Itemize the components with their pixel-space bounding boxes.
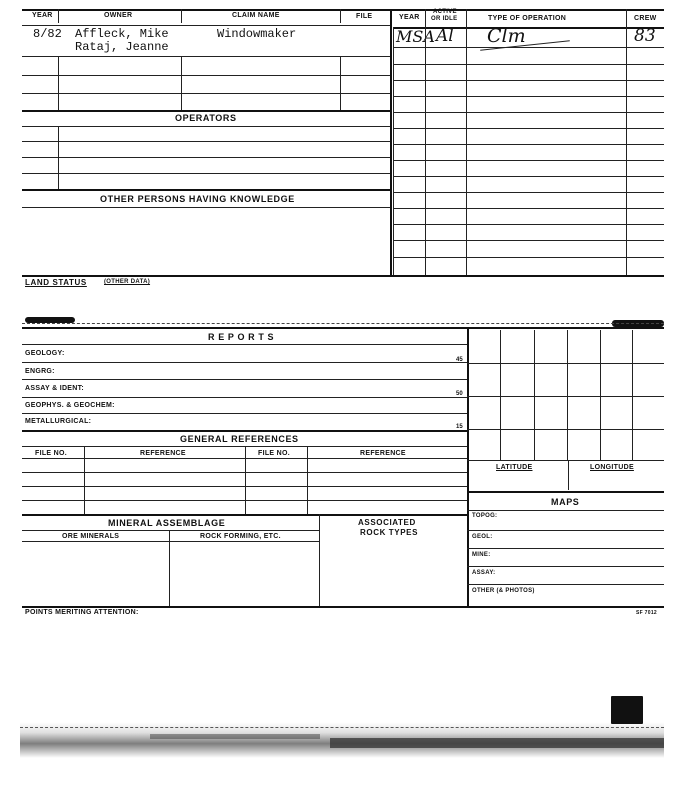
other-persons-top-rule: [22, 189, 390, 191]
header-divider: [425, 9, 426, 27]
maps-row-line: [467, 548, 664, 549]
reports-row-line: [22, 379, 468, 380]
operators-header-rule: [22, 126, 390, 127]
reports-header-rule: [22, 344, 468, 345]
references-file-no-1: FILE NO.: [35, 450, 67, 457]
upper-section-bottom-rule: [22, 275, 664, 277]
entry-owner-2: Rataj, Jeanne: [75, 40, 169, 54]
general-references-top-rule: [22, 430, 468, 432]
maps-row-line: [467, 566, 664, 567]
header-divider: [58, 9, 59, 23]
reports-row-line: [22, 413, 468, 414]
report-number-45: 45: [456, 357, 463, 363]
references-reference-2: REFERENCE: [360, 450, 406, 457]
header-owner: OWNER: [104, 12, 133, 19]
operators-row-line: [22, 157, 390, 158]
report-geology: GEOLOGY:: [25, 350, 65, 357]
owner-row-line: [22, 56, 390, 57]
operators-column-line: [58, 126, 59, 189]
owner-row-line: [22, 93, 390, 94]
header-claim-name: CLAIM NAME: [232, 12, 280, 19]
right-row-line: [393, 112, 664, 113]
scan-noise-band: [150, 734, 320, 739]
right-row-line: [393, 64, 664, 65]
mineral-top-rule: [22, 514, 468, 516]
maps-mine: MINE:: [472, 552, 491, 558]
operators-row-line: [22, 141, 390, 142]
reports-top-rule: [22, 327, 664, 329]
section-reports: R E P O R T S: [208, 332, 275, 342]
maps-other-photos: OTHER (& PHOTOS): [472, 588, 535, 594]
maps-topog: TOPOG:: [472, 513, 498, 519]
location-grid-line: [534, 330, 535, 460]
mineral-rock-forming: ROCK FORMING, ETC.: [200, 533, 281, 540]
references-column-line: [84, 446, 85, 514]
scan-artifact-block: [611, 696, 643, 724]
owner-column-line: [181, 56, 182, 110]
header-or-idle: OR IDLE: [431, 16, 458, 22]
location-grid-line: [600, 330, 601, 460]
right-row-line: [393, 47, 664, 48]
mineral-subheader-rule: [22, 541, 319, 542]
location-grid-line: [467, 429, 664, 430]
mineral-ore-minerals: ORE MINERALS: [62, 533, 120, 540]
section-associated-rock-types-2: ROCK TYPES: [360, 528, 419, 537]
report-metallurgical: METALLURGICAL:: [25, 418, 92, 425]
land-status-divider: [22, 323, 664, 324]
coords-divider: [568, 460, 569, 490]
section-land-status: LAND STATUS: [25, 278, 87, 287]
mineral-column-line: [319, 514, 320, 606]
header-divider: [181, 9, 182, 23]
section-maps: MAPS: [551, 497, 580, 507]
header-crew: CREW: [634, 15, 657, 22]
maps-header-rule: [467, 510, 664, 511]
reports-row-line: [22, 362, 468, 363]
location-grid-line: [500, 330, 501, 460]
mineral-column-line: [169, 530, 170, 606]
header-active: ACTIVE: [433, 9, 457, 15]
section-operators: OPERATORS: [175, 113, 237, 123]
references-column-line: [307, 446, 308, 514]
header-file: FILE: [356, 13, 373, 20]
maps-row-line: [467, 530, 664, 531]
top-rule: [22, 9, 664, 11]
maps-row-line: [467, 584, 664, 585]
location-grid-line: [467, 396, 664, 397]
right-row-line: [393, 192, 664, 193]
section-points-meriting-attention: POINTS MERITING ATTENTION:: [25, 609, 139, 616]
report-engrg: ENGRG:: [25, 368, 55, 375]
right-row-line: [393, 160, 664, 161]
report-number-50: 50: [456, 391, 463, 397]
mineral-header-rule: [22, 530, 319, 531]
entry-owner-1: Affleck, Mike: [75, 27, 169, 41]
right-panel-border: [390, 9, 392, 275]
section-other-persons: OTHER PERSONS HAVING KNOWLEDGE: [100, 194, 295, 204]
owner-row-line: [22, 75, 390, 76]
right-row-line: [393, 144, 664, 145]
right-row-line: [393, 96, 664, 97]
scan-noise-band: [330, 738, 664, 748]
coords-latitude: LATITUDE: [496, 464, 533, 471]
section-associated-rock-types-1: ASSOCIATED: [358, 518, 416, 527]
header-type-of-operation: TYPE OF OPERATION: [488, 15, 567, 22]
hand-active: Al: [436, 26, 454, 46]
header-divider: [466, 9, 467, 27]
owner-column-line: [340, 56, 341, 110]
section-general-references: GENERAL REFERENCES: [180, 434, 299, 444]
section-mineral-assemblage: MINERAL ASSEMBLAGE: [108, 518, 226, 528]
form-number: SF 7012: [636, 610, 658, 616]
header-year: YEAR: [32, 12, 53, 19]
maps-geol: GEOL:: [472, 534, 493, 540]
operators-row-line: [22, 173, 390, 174]
section-land-status-sub: (OTHER DATA): [104, 279, 151, 285]
location-grid-line: [467, 460, 664, 461]
hand-type: Clm: [487, 25, 526, 47]
maps-top-rule: [467, 491, 664, 493]
location-grid-line: [632, 330, 633, 460]
right-row-line: [393, 257, 664, 258]
other-persons-header-rule: [22, 207, 390, 208]
maps-assay: ASSAY:: [472, 570, 496, 576]
entry-year: 8/82: [33, 27, 62, 41]
hand-year: MSA: [396, 27, 435, 46]
hand-crew: 83: [634, 26, 656, 46]
right-row-line: [393, 208, 664, 209]
references-file-no-2: FILE NO.: [258, 450, 290, 457]
operators-top-rule: [22, 110, 390, 112]
report-assay-ident: ASSAY & IDENT:: [25, 385, 85, 392]
coords-longitude: LONGITUDE: [590, 464, 634, 471]
entry-claim-name: Windowmaker: [217, 27, 297, 41]
header-divider: [340, 9, 341, 23]
right-row-line: [393, 224, 664, 225]
location-grid-line: [567, 330, 568, 460]
reports-row-line: [22, 397, 468, 398]
owner-column-line: [58, 56, 59, 110]
header-divider: [626, 9, 627, 27]
right-row-line: [393, 176, 664, 177]
right-lower-border: [467, 327, 469, 606]
report-geophys-geochem: GEOPHYS. & GEOCHEM:: [25, 402, 115, 409]
references-column-line: [245, 446, 246, 514]
footer-top-rule: [22, 606, 664, 608]
header-bottom-rule: [22, 25, 390, 26]
right-row-line: [393, 80, 664, 81]
report-number-15: 15: [456, 424, 463, 430]
header-year-right: YEAR: [399, 14, 420, 21]
references-reference-1: REFERENCE: [140, 450, 186, 457]
location-grid-line: [467, 363, 664, 364]
scan-noise-line: [20, 727, 664, 728]
right-row-line: [393, 240, 664, 241]
right-row-line: [393, 128, 664, 129]
